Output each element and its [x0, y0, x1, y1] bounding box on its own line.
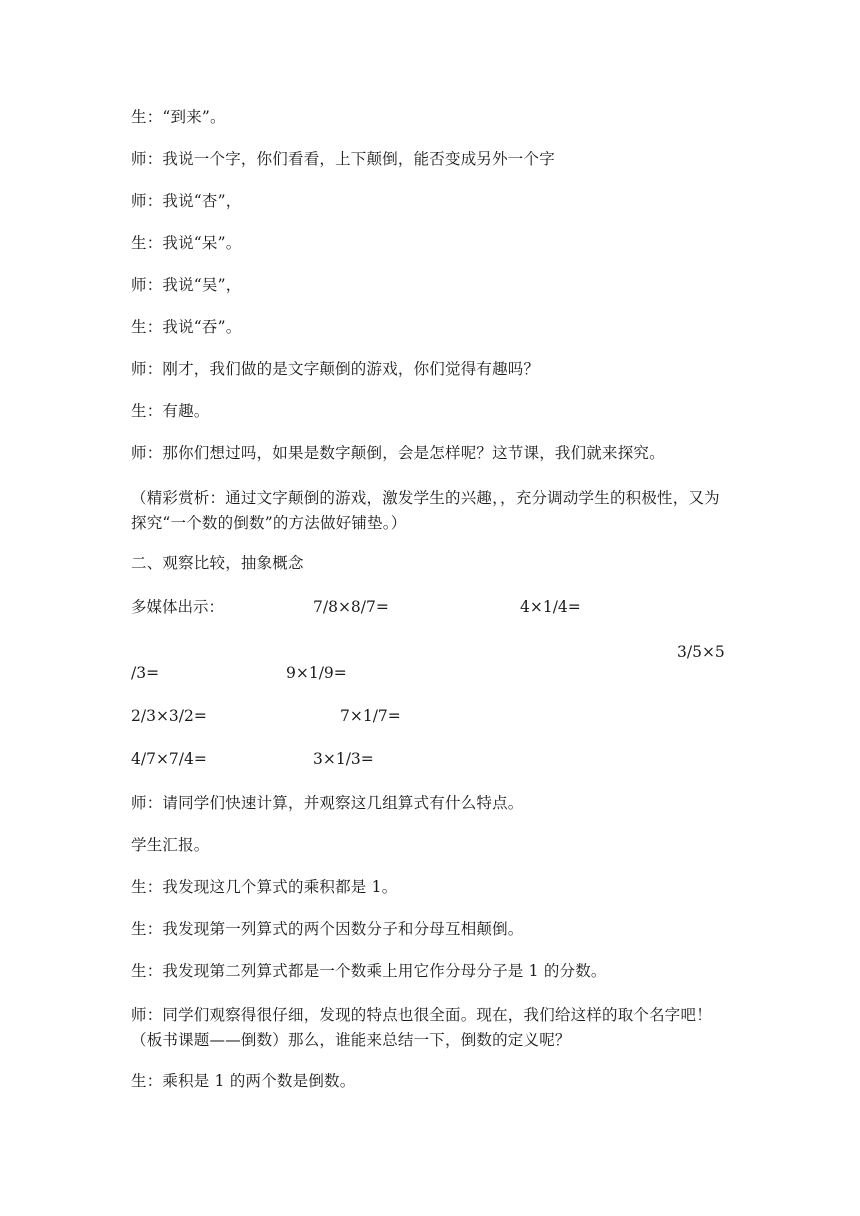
dialogue-line: 生：我发现这几个算式的乘积都是 1。 — [131, 878, 398, 896]
formula-label: 多媒体出示： — [131, 598, 225, 616]
commentary-paragraph: （精彩赏析：通过文字颠倒的游戏，激发学生的兴趣，，充分调动学生的积极性，又为探究“一个数的倒数”的方法做好铺垫。） — [131, 489, 720, 532]
dialogue-line: 师：那你们想过吗，如果是数字颠倒，会是怎样呢？这节课，我们就来探究。 — [131, 444, 665, 462]
dialogue-line: 生：“到来”。 — [131, 108, 226, 126]
dialogue-line: 师：我说一个字，你们看看，上下颠倒，能否变成另外一个字 — [131, 150, 555, 168]
formula: 4/7×7/4= — [131, 750, 207, 768]
formula: 9×1/9= — [286, 664, 347, 682]
formula: /3= — [131, 664, 160, 682]
formula: 2/3×3/2= — [131, 707, 207, 725]
dialogue-line: 师：刚才，我们做的是文字颠倒的游戏，你们觉得有趣吗？ — [131, 360, 540, 378]
dialogue-line: 师：我说“杏”， — [131, 192, 242, 210]
dialogue-line: 生：我发现第二列算式都是一个数乘上用它作分母分子是 1 的分数。 — [131, 962, 607, 980]
formula: 7×1/7= — [340, 707, 401, 725]
section-heading: 二、观察比较，抽象概念 — [131, 554, 304, 572]
dialogue-line: 生：有趣。 — [131, 402, 210, 420]
dialogue-line: 生：我说“呆”。 — [131, 234, 242, 252]
dialogue-line: 学生汇报。 — [131, 836, 210, 854]
formula: 7/8×8/7= — [313, 598, 389, 616]
dialogue-line: 师：请同学们快速计算，并观察这几组算式有什么特点。 — [131, 794, 524, 812]
formula: 3/5×5 — [677, 643, 725, 661]
dialogue-line: 师：我说“吴”， — [131, 276, 242, 294]
dialogue-paragraph: 师：同学们观察得很仔细，发现的特点也很全面。现在，我们给这样的取个名字吧！（板书课题——倒数）那么，谁能来总结一下，倒数的定义呢？ — [131, 1006, 712, 1049]
dialogue-line: 生：我说“吞”。 — [131, 318, 242, 336]
dialogue-line: 生：乘积是 1 的两个数是倒数。 — [131, 1072, 356, 1090]
formula: 4×1/4= — [520, 598, 581, 616]
dialogue-line: 生：我发现第一列算式的两个因数分子和分母互相颠倒。 — [131, 920, 524, 938]
formula: 3×1/3= — [313, 750, 374, 768]
